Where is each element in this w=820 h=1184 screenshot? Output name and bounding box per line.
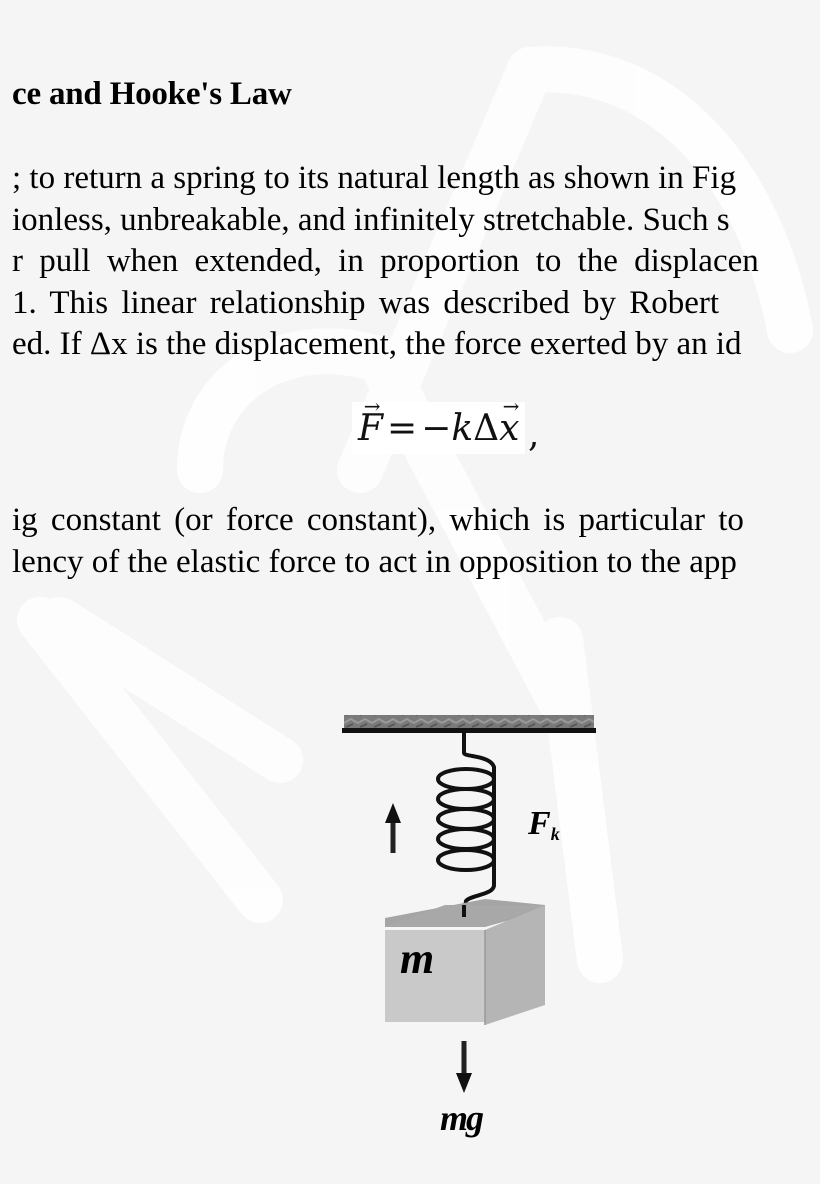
text-line: r pull when extended, in proportion to the displacen <box>12 243 759 279</box>
mass-label: m <box>400 934 435 983</box>
text-line: 1. This linear relationship was described by Robert <box>12 284 720 321</box>
minus-sign: − <box>421 407 452 449</box>
delta-symbol: Δ <box>473 407 500 449</box>
ceiling-icon <box>342 715 596 733</box>
hookes-law-equation <box>352 402 540 455</box>
arrow-up-icon <box>385 803 401 853</box>
text-line: ig constant (or force constant), which is particular to <box>12 502 744 538</box>
spring-mass-figure <box>330 705 610 1145</box>
text-line: ionless, unbreakable, and infinitely stretchable. Such s <box>12 201 730 238</box>
equation-comma: , <box>528 414 540 455</box>
section-heading: ce and Hooke's Law <box>12 76 292 112</box>
displacement-vector: → x <box>499 408 519 449</box>
text-line: lency of the elastic force to act in opposition to the app <box>12 543 737 580</box>
spring-icon <box>438 733 494 913</box>
spring-mass-diagram <box>330 705 610 1145</box>
text-line: ed. If Δx is the displacement, the force exerted by an id <box>12 326 742 362</box>
text-line: ; to return a spring to its natural length as shown in Fig <box>12 160 737 196</box>
equals-sign: = <box>386 407 418 449</box>
spring-force-label <box>528 805 560 845</box>
spring-force-subscript: k <box>550 824 560 844</box>
arrow-down-icon <box>456 1041 472 1093</box>
force-vector: → F <box>358 408 383 449</box>
paragraph-spring-constant <box>12 500 820 583</box>
spring-force-symbol: F <box>528 805 551 842</box>
paragraph-intro <box>12 158 820 366</box>
spring-constant-k: k <box>451 407 474 449</box>
weight-label: mg <box>440 1098 483 1138</box>
